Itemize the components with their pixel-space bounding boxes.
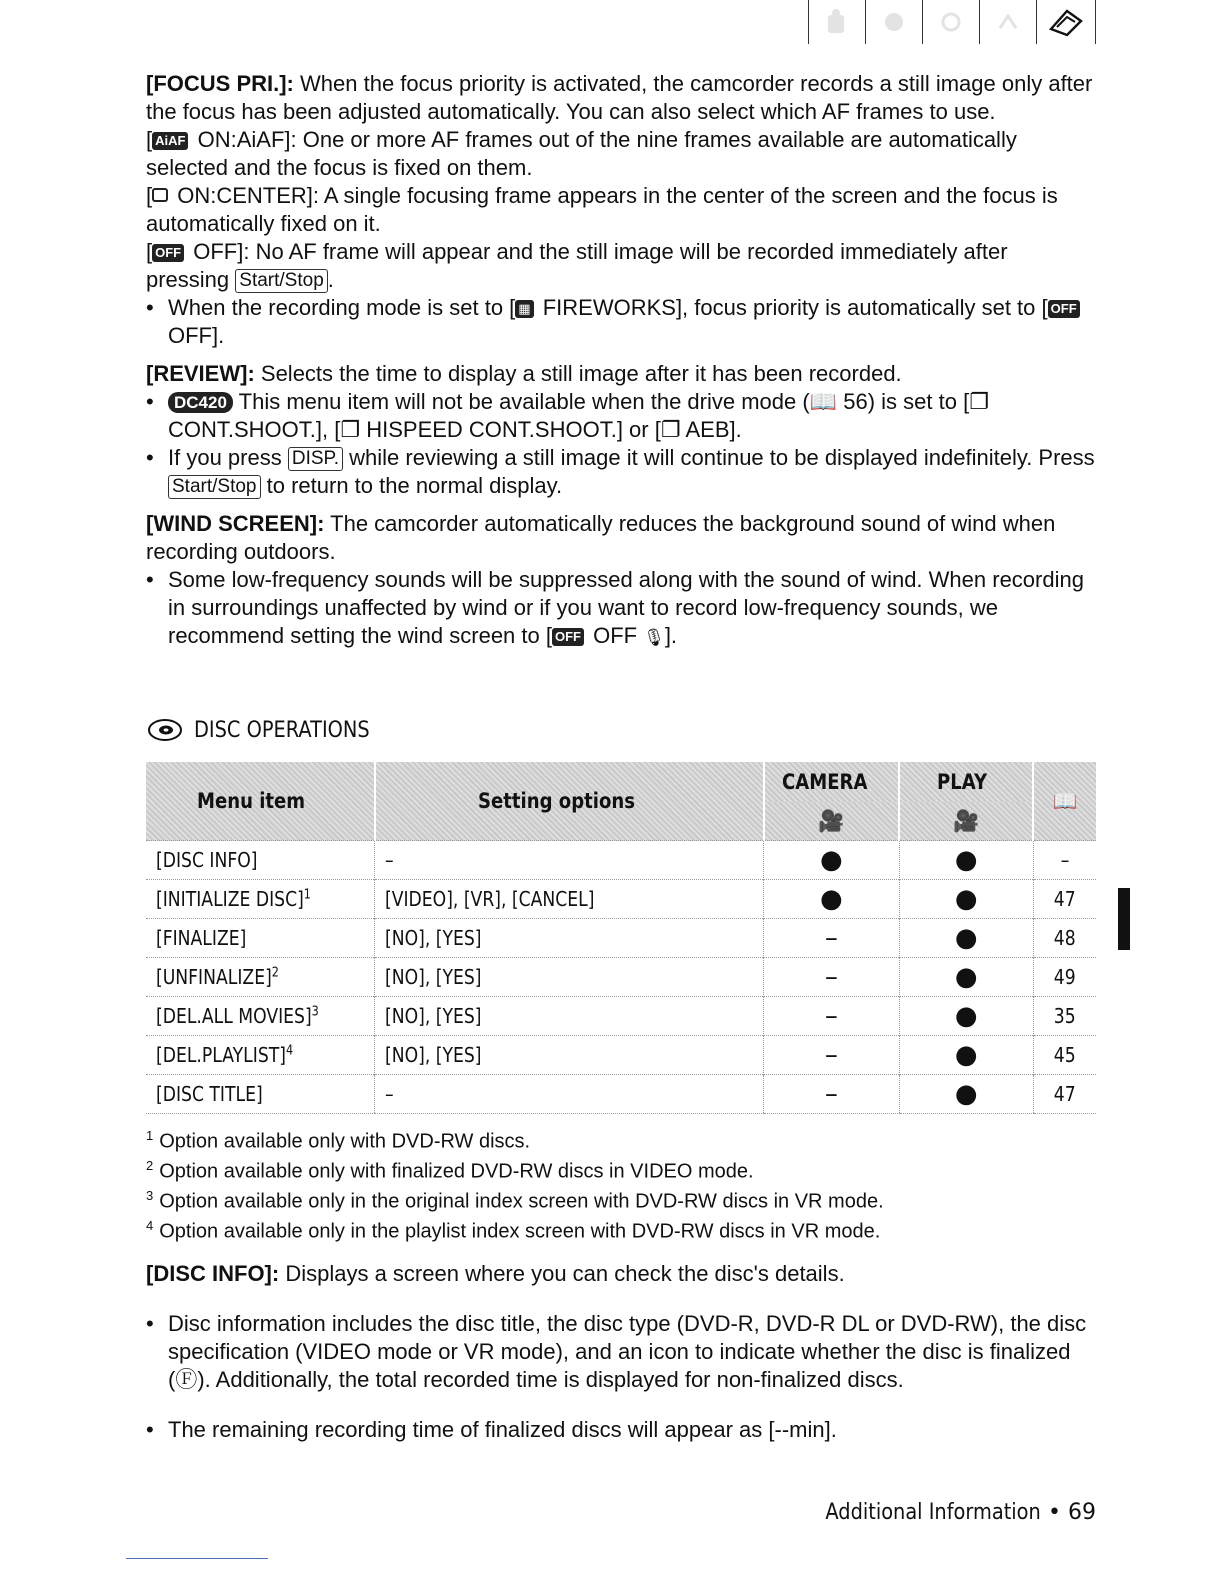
page-ref-cell: 49 xyxy=(1033,958,1096,997)
aeb-icon: ❐ xyxy=(660,417,681,442)
movie-camera-icon: 🎥 xyxy=(953,808,980,833)
camera-mode-cell: – xyxy=(764,919,899,958)
hispeed-cont-shoot-icon: ❐ xyxy=(340,417,361,442)
footnote: $^4$ Option available only in the playlist index screen with DVD-RW discs in VR mode. xyxy=(146,1218,881,1244)
bottom-rule xyxy=(126,1558,268,1559)
play-movie-icon-cell xyxy=(899,802,1033,841)
wind-off-mic-icon: 🎙 xyxy=(643,628,665,647)
disc-info-paragraph: [DISC INFO]: Displays a screen where you can check the disc's details. xyxy=(146,1261,845,1286)
camera-mode-cell: ● xyxy=(764,841,899,880)
footnote: $^3$ Option available only in the original index screen with DVD-RW discs in VR mode. xyxy=(146,1188,884,1213)
page-ref-cell: 47 xyxy=(1033,880,1096,919)
movie-camera-icon: 🎥 xyxy=(818,808,845,833)
menu-item-cell: [DEL.PLAYLIST]$^4$ xyxy=(146,1036,375,1075)
aiaf-icon: AiAF xyxy=(152,132,188,150)
tab-additional-info[interactable] xyxy=(1036,0,1096,44)
menu-item-cell: [INITIALIZE DISC]$^1$ xyxy=(146,880,375,919)
page-ref-cell: 45 xyxy=(1033,1036,1096,1075)
off-icon: OFF xyxy=(152,244,184,262)
page-footer xyxy=(796,1500,1096,1525)
section-heading xyxy=(146,716,394,744)
start-stop-button-key: Start/Stop xyxy=(168,475,261,499)
disc-info-description xyxy=(146,1238,1096,1466)
disc-icon xyxy=(146,716,186,744)
play-mode-cell: ● xyxy=(899,919,1033,958)
section-title: DISC OPERATIONS xyxy=(194,717,370,743)
disp-button-key: DISP. xyxy=(288,447,343,471)
setting-options-cell: – xyxy=(375,1075,764,1114)
start-stop-button-key: Start/Stop xyxy=(235,269,328,293)
camcorder-icon xyxy=(824,7,850,37)
review-paragraph: [REVIEW]: Selects the time to display a still image after it has been recorded. xyxy=(146,361,902,386)
focus-center-option: [ ON:CENTER]: A single focusing frame appears in the center of the screen and the focus is automatically fixed on it. xyxy=(146,183,1058,236)
setting-options-cell: [NO], [YES] xyxy=(375,919,764,958)
additional-info-icon xyxy=(1047,5,1085,39)
page-ref-cell: 35 xyxy=(1033,997,1096,1036)
column-header-menu-item: Menu item xyxy=(146,762,375,841)
footer-section: Additional Information xyxy=(825,1500,1042,1525)
menu-descriptions-top xyxy=(146,70,1096,652)
cont-shoot-icon: ❐ xyxy=(969,389,989,414)
disc-info-note-2: • The remaining recording time of finalized discs will appear as [--min]. xyxy=(146,1416,1096,1444)
column-header-play: PLAY xyxy=(899,762,1033,802)
setting-options-cell: [NO], [YES] xyxy=(375,997,764,1036)
book-icon: 📖 xyxy=(1052,789,1078,813)
off-icon: OFF xyxy=(1048,300,1080,318)
menu-item-cell: [DEL.ALL MOVIES]$^3$ xyxy=(146,997,375,1036)
table-row xyxy=(146,958,1096,997)
footnote-ref: 2 xyxy=(271,965,279,981)
menu-item-cell: [FINALIZE] xyxy=(146,919,375,958)
off-icon: OFF xyxy=(552,628,584,646)
wind-screen-paragraph: [WIND SCREEN]: The camcorder automatically reduces the background sound of wind when recording outdoors. xyxy=(146,511,1056,564)
table-row xyxy=(146,1075,1096,1114)
disc-operations-table xyxy=(146,762,1096,1114)
setting-options-cell: [NO], [YES] xyxy=(375,958,764,997)
camera-mode-cell: – xyxy=(764,997,899,1036)
camera-mode-cell: – xyxy=(764,1075,899,1114)
play-mode-cell: ● xyxy=(899,1075,1033,1114)
focus-priority-paragraph: [FOCUS PRI.]: When the focus priority is activated, the camcorder records a still image only after the focus has been adjusted automatically. You can also select which AF frames to use. xyxy=(146,71,1093,124)
footnote-ref: 3 xyxy=(311,1004,319,1020)
setting-options-cell: [NO], [YES] xyxy=(375,1036,764,1075)
setting-options-cell: [VIDEO], [VR], [CANCEL] xyxy=(375,880,764,919)
camera-mode-cell: – xyxy=(764,1036,899,1075)
footnote-ref: 1 xyxy=(303,887,311,903)
setting-options-cell: – xyxy=(375,841,764,880)
column-header-page-ref xyxy=(1033,762,1096,841)
page-ref-cell: 47 xyxy=(1033,1075,1096,1114)
sun-icon xyxy=(937,8,965,36)
tab-features[interactable] xyxy=(865,0,922,44)
menu-item-cell: [DISC TITLE] xyxy=(146,1075,375,1114)
table-row xyxy=(146,1036,1096,1075)
model-badge: DC420 xyxy=(168,392,233,413)
disc-info-note-1: • Disc information includes the disc title, the disc type (DVD-R, DVD-R DL or DVD-RW), the disc specification (VIDEO mode or VR mode), and an icon to indicate whether the disc is finalized (Ⓕ). Additionally, the total recorded time is displayed for non-finalized discs. xyxy=(146,1310,1096,1394)
play-mode-cell: ● xyxy=(899,880,1033,919)
table-footnotes xyxy=(146,1124,884,1245)
page-ref-cell: – xyxy=(1033,841,1096,880)
focus-off-option: [ OFF OFF]: No AF frame will appear and the still image will be recorded immediately after pressing Start/Stop . xyxy=(146,239,1008,292)
page-number: 69 xyxy=(1068,1500,1096,1525)
focus-fireworks-note: • When the recording mode is set to [ ▦ FIREWORKS], focus priority is automatically set to [ OFF OFF]. xyxy=(146,294,1096,350)
menu-item-cell: [DISC INFO] xyxy=(146,841,375,880)
column-header-setting-options: Setting options xyxy=(375,762,764,841)
table-row xyxy=(146,880,1096,919)
center-frame-icon xyxy=(152,188,168,202)
book-icon: 📖 xyxy=(809,389,838,414)
connection-icon xyxy=(994,8,1022,36)
wind-screen-note: • Some low-frequency sounds will be suppressed along with the sound of wind. When recording in surroundings unaffected by wind or if you want to record low-frequency sounds, we recommend setting the wind screen to [ OFF OFF 🎙]. xyxy=(146,566,1096,652)
play-mode-cell: ● xyxy=(899,997,1033,1036)
footnote: $^2$ Option available only with finalized DVD-RW discs in VIDEO mode. xyxy=(146,1158,754,1183)
tab-settings[interactable] xyxy=(922,0,979,44)
play-mode-cell: ● xyxy=(899,958,1033,997)
play-mode-cell: ● xyxy=(899,841,1033,880)
focus-aiaf-option: [ AiAF ON:AiAF]: One or more AF frames out of the nine frames available are automatically selected and the focus is fixed on them. xyxy=(146,127,1017,180)
thumb-index-marker xyxy=(1118,888,1130,950)
table-row xyxy=(146,841,1096,880)
tab-connect[interactable] xyxy=(979,0,1036,44)
fireworks-icon: ▦ xyxy=(515,300,533,318)
camera-movie-icon-cell xyxy=(764,802,899,841)
tab-intro[interactable] xyxy=(808,0,865,44)
features-icon xyxy=(880,8,908,36)
review-drive-mode-note: • DC420 This menu item will not be available when the drive mode (📖 56) is set to [❐ CONT.SHOOT.], [❐ HISPEED CONT.SHOOT.] or [❐ AEB]. xyxy=(146,388,1096,444)
table-row xyxy=(146,919,1096,958)
table-row xyxy=(146,997,1096,1036)
footnote-ref: 4 xyxy=(285,1043,294,1059)
play-mode-cell: ● xyxy=(899,1036,1033,1075)
chapter-tabs xyxy=(808,0,1096,46)
review-disp-note: • If you press DISP. while reviewing a still image it will continue to be displayed indefinitely. Press Start/Stop to return to the normal display. xyxy=(146,444,1096,500)
camera-mode-cell: ● xyxy=(764,880,899,919)
footnote: $^1$ Option available only with DVD-RW discs. xyxy=(146,1128,531,1153)
camera-mode-cell: – xyxy=(764,958,899,997)
page-ref-cell: 48 xyxy=(1033,919,1096,958)
column-header-camera: CAMERA xyxy=(764,762,899,802)
menu-item-cell: [UNFINALIZE]$^2$ xyxy=(146,958,375,997)
footer-separator: • xyxy=(1048,1500,1061,1525)
